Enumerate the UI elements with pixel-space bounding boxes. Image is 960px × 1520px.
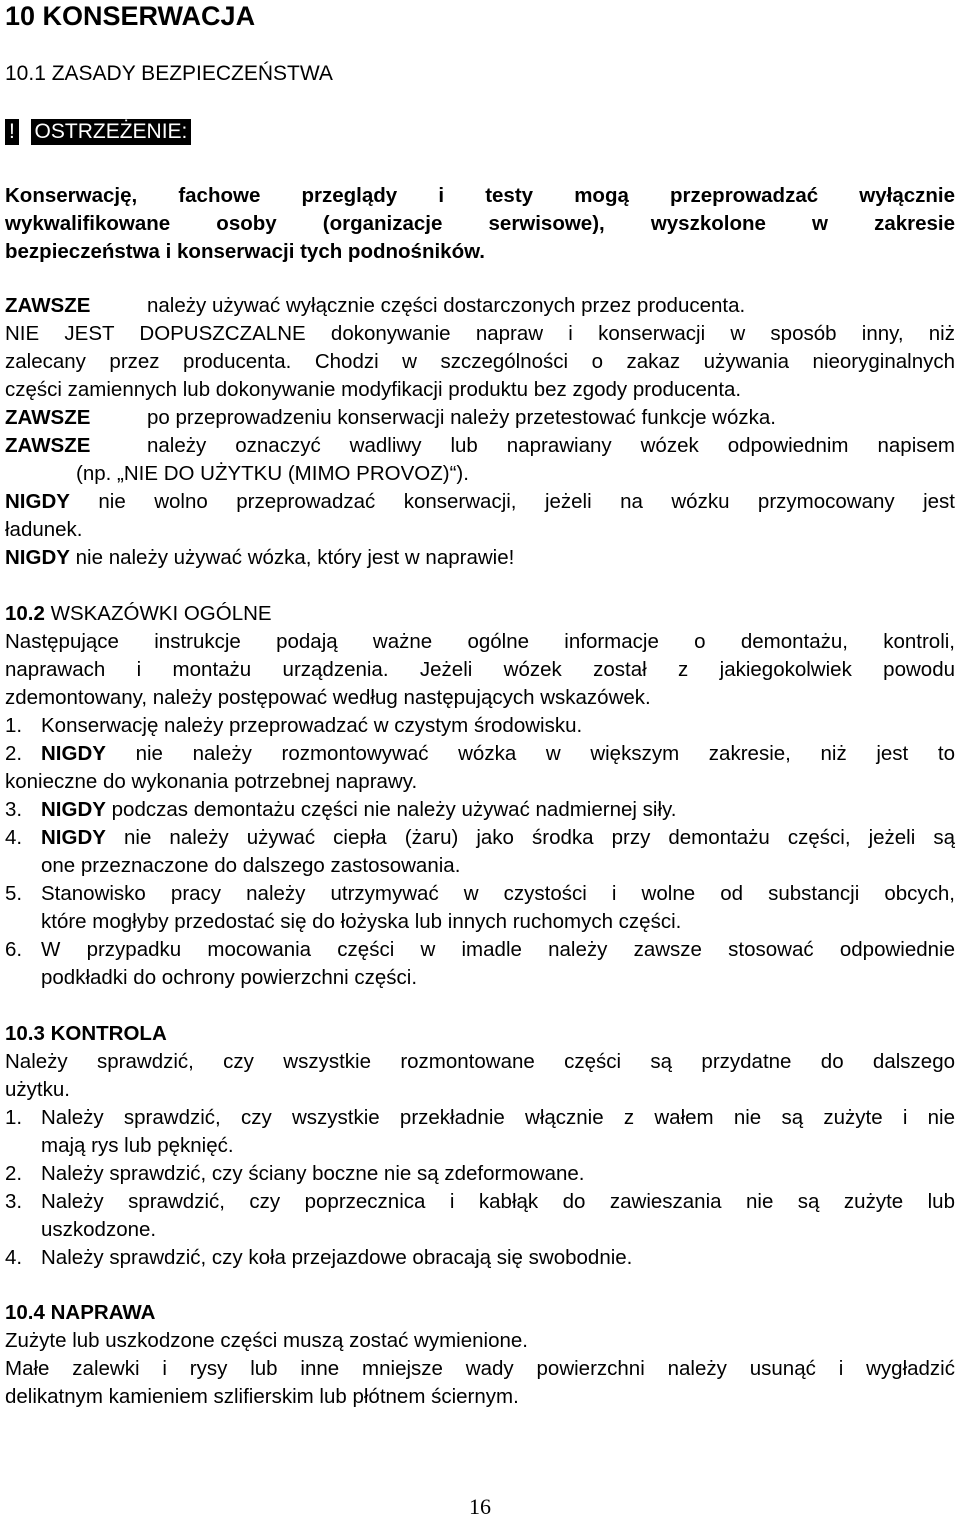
rule-keyword: ZAWSZE — [5, 294, 91, 317]
list-number: 1. — [5, 1106, 23, 1129]
list-item-cont: konieczne do wykonania potrzebnej naprawy. — [5, 770, 418, 793]
list-text: Stanowisko pracy należy utrzymywać w czystości i wolne od substancji obcych, — [41, 882, 955, 905]
section-number: 10.2 — [5, 602, 45, 625]
list-text — [41, 824, 955, 852]
rule-never-load-cont: ładunek. — [5, 518, 83, 541]
rule-not-allowed-line: zalecany przez producenta. Chodzi w szczególności o zakaz używania nieoryginalnych — [5, 350, 955, 373]
list-number: 2. — [5, 1162, 23, 1185]
list-number: 3. — [5, 798, 23, 821]
rule-keyword: NIGDY — [5, 546, 70, 569]
repair-line: Zużyte lub uszkodzone części muszą zostać wymienione. — [5, 1329, 528, 1352]
rule-not-allowed-line: części zamiennych lub dokonywanie modyfikacji produktu bez zgody producenta. — [5, 378, 742, 401]
warning-label: OSTRZEŻENIE: — [31, 119, 192, 145]
rule-text: po przeprowadzeniu konserwacji należy przetestować funkcje wózka. — [147, 406, 776, 429]
rule-not-allowed-line: NIE JEST DOPUSZCZALNE dokonywanie napraw i konserwacji w sposób inny, niż — [5, 322, 955, 345]
inspection-intro-line: Należy sprawdzić, czy wszystkie rozmontowane części są przydatne do dalszego — [5, 1050, 955, 1073]
section-title-text: NAPRAWA — [50, 1301, 156, 1324]
list-number: 3. — [5, 1190, 23, 1213]
rule-always-test — [5, 404, 955, 432]
section-title-safety: 10.1 ZASADY BEZPIECZEŃSTWA — [5, 62, 333, 85]
rule-text: należy oznaczyć wadliwy lub naprawiany wózek odpowiednim napisem — [147, 434, 955, 457]
list-item-cont: podkładki do ochrony powierzchni części. — [41, 966, 418, 989]
list-text: Należy sprawdzić, czy ściany boczne nie są zdeformowane. — [41, 1162, 585, 1185]
repair-line: Małe zalewki i rysy lub inne mniejsze wady powierzchni należy usunąć i wygładzić — [5, 1357, 955, 1380]
section-title-inspection — [5, 1020, 955, 1048]
list-item-cont: które mogłyby przedostać się do łożyska lub innych ruchomych części. — [41, 910, 682, 933]
list-item-cont: one przeznaczone do dalszego zastosowania. — [41, 854, 461, 877]
list-item-cont: uszkodzone. — [41, 1218, 157, 1241]
list-text: Należy sprawdzić, czy koła przejazdowe obracają się swobodnie. — [41, 1246, 633, 1269]
rule-keyword: NIGDY — [5, 490, 70, 513]
warning-box — [5, 118, 955, 146]
list-text: Należy sprawdzić, czy poprzecznica i kabłąk do zawieszania nie są zużyte lub — [41, 1190, 955, 1213]
rule-text: nie należy używać wózka, który jest w naprawie! — [75, 546, 515, 569]
list-keyword: NIGDY — [41, 742, 106, 765]
general-intro-line: Następujące instrukcje podają ważne ogólne informacje o demontażu, kontroli, — [5, 630, 955, 653]
list-text — [41, 796, 955, 824]
safety-intro-line: bezpieczeństwa i konserwacji tych podnośników. — [5, 240, 485, 263]
list-number: 5. — [5, 882, 23, 905]
list-number: 4. — [5, 826, 23, 849]
section-number: 10.4 — [5, 1301, 45, 1324]
section-title-text: WSKAZÓWKI OGÓLNE — [50, 602, 272, 625]
chapter-title: 10 KONSERWACJA — [5, 1, 256, 31]
warning-mark: ! — [5, 119, 19, 145]
inspection-intro-line: użytku. — [5, 1078, 70, 1101]
list-keyword: NIGDY — [41, 798, 106, 821]
list-text-body: nie należy rozmontowywać wózka w większym zakresie, niż jest to — [135, 742, 955, 765]
list-number: 2. — [5, 742, 23, 765]
section-title-repair — [5, 1299, 955, 1327]
list-keyword: NIGDY — [41, 826, 106, 849]
section-title-text: KONTROLA — [50, 1022, 167, 1045]
safety-intro-line: wykwalifikowane osoby (organizacje serwisowe), wyszkolone w zakresie — [5, 212, 955, 235]
list-text-body: nie należy używać ciepła (żaru) jako środka przy demontażu części, jeżeli są — [124, 826, 955, 849]
list-number: 4. — [5, 1246, 23, 1269]
section-number: 10.3 — [5, 1022, 45, 1045]
rule-keyword: ZAWSZE — [5, 434, 91, 457]
list-number: 1. — [5, 714, 23, 737]
rule-text: należy używać wyłącznie części dostarczonych przez producenta. — [147, 294, 746, 317]
rule-never-load — [5, 488, 955, 516]
list-item-cont: mają rys lub pęknięć. — [41, 1134, 234, 1157]
rule-keyword: ZAWSZE — [5, 406, 91, 429]
list-text: Należy sprawdzić, czy wszystkie przekładnie włącznie z wałem nie są zużyte i nie — [41, 1106, 955, 1129]
list-text-body: podczas demontażu części nie należy używać nadmiernej siły. — [111, 798, 677, 821]
rule-always-parts — [5, 292, 955, 320]
list-number: 6. — [5, 938, 23, 961]
rule-never-repair — [5, 544, 955, 572]
list-text: W przypadku mocowania części w imadle należy zawsze stosować odpowiednie — [41, 938, 955, 961]
general-intro-line: naprawach i montażu urządzenia. Jeżeli wózek został z jakiegokolwiek powodu — [5, 658, 955, 681]
rule-always-mark-cont: (np. „NIE DO UŻYTKU (MIMO PROVOZ)“). — [76, 462, 469, 485]
safety-intro-line: Konserwację, fachowe przeglądy i testy mogą przeprowadzać wyłącznie — [5, 184, 955, 207]
rule-always-mark — [5, 432, 955, 460]
list-text — [41, 740, 955, 768]
list-text: Konserwację należy przeprowadzać w czystym środowisku. — [41, 714, 583, 737]
section-title-general — [5, 600, 955, 628]
rule-text: nie wolno przeprowadzać konserwacji, jeżeli na wózku przymocowany jest — [98, 490, 956, 513]
page-number: 16 — [469, 1494, 491, 1519]
general-intro-line: zdemontowany, należy postępować według następujących wskazówek. — [5, 686, 651, 709]
repair-line: delikatnym kamieniem szlifierskim lub płótnem ściernym. — [5, 1385, 519, 1408]
